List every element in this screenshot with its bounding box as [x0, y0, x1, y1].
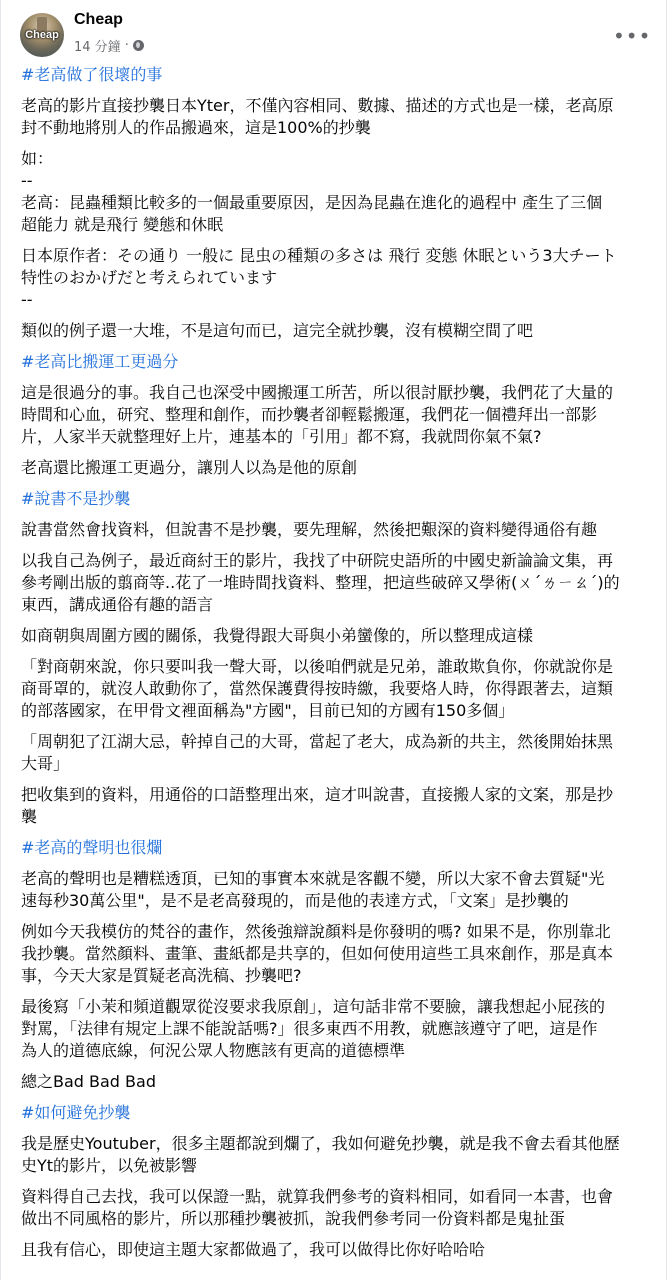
meta-separator: ·	[124, 38, 129, 53]
post-timestamp[interactable]: 14 分鐘	[74, 40, 121, 55]
paragraph-line: 封不動地將別人的作品搬過來，這是100%的抄襲	[21, 118, 371, 137]
hashtag-link[interactable]: #說書不是抄襲	[21, 489, 131, 508]
hashtag-link[interactable]: #老高比搬運工更過分	[21, 352, 179, 371]
paragraph-line: 「對商朝來說，你只要叫我一聲大哥，以後咱們就是兄弟，誰敢欺負你，你就說你是	[21, 657, 614, 676]
paragraph-line: 事，今天大家是質疑老高洗稿、抄襲吧?	[21, 966, 302, 985]
post-paragraph	[21, 550, 651, 616]
post-body	[21, 64, 651, 1270]
post-paragraph	[21, 457, 651, 479]
post-paragraph	[21, 320, 651, 342]
paragraph-line: 超能力 就是飛行 變態和休眠	[21, 215, 224, 234]
hashtag-paragraph	[21, 488, 651, 510]
post-paragraph	[21, 519, 651, 541]
hashtag-link[interactable]: #如何避免抄襲	[21, 1103, 131, 1122]
post-meta	[74, 36, 144, 55]
post-paragraph	[21, 625, 651, 647]
paragraph-line: 做出不同風格的影片，所以那種抄襲被抓，說我們參考同一份資料都是鬼扯蛋	[21, 1209, 566, 1228]
post-paragraph	[21, 148, 651, 236]
paragraph-line: 東西，講成通俗有趣的語言	[21, 595, 214, 614]
paragraph-line: 最後寫「小茉和頻道觀眾從沒要求我原創」，這句話非常不要臉，讓我想起小屁孩的	[21, 997, 606, 1016]
hashtag-paragraph	[21, 351, 651, 373]
post-paragraph	[21, 245, 651, 311]
paragraph-line: --	[21, 171, 33, 190]
paragraph-line: 我抄襲。當然顏料、畫筆、畫紙都是共享的，但如何使用這些工具來創作，那是真本	[21, 944, 614, 963]
paragraph-line: 以我自己為例子，最近商紂王的影片，我找了中研院史語所的中國史新論論文集，再	[21, 551, 614, 570]
post-paragraph	[21, 921, 651, 987]
paragraph-line: 的部落國家，在甲骨文裡面稱為"方國"，目前已知的方國有150多個」	[21, 701, 515, 720]
paragraph-line: 說書當然會找資料，但說書不是抄襲，要先理解，然後把艱深的資料變得通俗有趣	[21, 520, 598, 539]
paragraph-line: 例如今天我模仿的梵谷的畫作，然後強辯說顏料是你發明的嗎? 如果不是，你別靠北	[21, 922, 611, 941]
paragraph-line: 襲	[21, 807, 38, 826]
hashtag-paragraph	[21, 837, 651, 859]
paragraph-line: 「周朝犯了江湖大忌，幹掉自己的大哥，當起了老大，成為新的共主，然後開始抹黑	[21, 732, 614, 751]
paragraph-line: 如：	[21, 149, 54, 168]
paragraph-line: 特性のおかげだと考えられています	[21, 268, 278, 287]
paragraph-line: 我是歷史Youtuber，很多主題都說到爛了，我如何避免抄襲，就是我不會去看其他歷	[21, 1134, 620, 1153]
globe-icon	[133, 40, 144, 51]
paragraph-line: 老高：昆蟲種類比較多的一個最重要原因，是因為昆蟲在進化的過程中 產生了三個	[21, 193, 603, 212]
paragraph-line: 為人的道德底線，何況公眾人物應該有更高的道德標準	[21, 1041, 406, 1060]
author-name[interactable]: Cheap	[74, 11, 123, 28]
paragraph-line: 類似的例子還一大堆，不是這句而已，這完全就抄襲，沒有模糊空間了吧	[21, 321, 534, 340]
paragraph-line: 這是很過分的事。我自己也深受中國搬運工所苦，所以很討厭抄襲，我們花了大量的	[21, 383, 614, 402]
hashtag-paragraph	[21, 64, 651, 86]
paragraph-line: 參考剛出版的翦商等..花了一堆時間找資料、整理，把這些破碎又學術(ㄨˊㄌㄧㄠˊ)的	[21, 573, 620, 592]
post-paragraph	[21, 95, 651, 139]
paragraph-line: 且我有信心，即使這主題大家都做過了，我可以做得比你好哈哈哈	[21, 1240, 486, 1259]
paragraph-line: --	[21, 290, 33, 309]
avatar-logo-text: Cheap	[25, 29, 59, 41]
post-paragraph	[21, 784, 651, 828]
author-avatar[interactable]	[20, 13, 64, 57]
post-paragraph	[21, 656, 651, 722]
post-paragraph	[21, 996, 651, 1062]
paragraph-line: 把收集到的資料，用通俗的口語整理出來，這才叫說書，直接搬人家的文案，那是抄	[21, 785, 614, 804]
hashtag-link[interactable]: #老高的聲明也很爛	[21, 838, 163, 857]
paragraph-line: 如商朝與周圍方國的關係，我覺得跟大哥與小弟蠻像的，所以整理成這樣	[21, 626, 534, 645]
post-paragraph	[21, 1133, 651, 1177]
paragraph-line: 時間和心血，研究、整理和創作，而抄襲者卻輕鬆搬運，我們花一個禮拜出一部影	[21, 405, 598, 424]
paragraph-line: 對罵，「法律有規定上課不能說話嗎?」很多東西不用教，就應該遵守了吧，這是作	[21, 1019, 598, 1038]
post-paragraph	[21, 1186, 651, 1230]
paragraph-line: 大哥」	[21, 754, 70, 773]
post-paragraph	[21, 731, 651, 775]
post-paragraph	[21, 382, 651, 448]
paragraph-line: 片，人家半天就整理好上片，連基本的「引用」都不寫，我就問你氣不氣?	[21, 427, 542, 446]
paragraph-line: 商哥罩的，就沒人敢動你了，當然保護費得按時繳，我要烙人時，你得跟著去，這類	[21, 679, 614, 698]
post-paragraph	[21, 1239, 651, 1261]
hashtag-paragraph	[21, 1102, 651, 1124]
post-paragraph	[21, 1071, 651, 1093]
more-options-icon[interactable]: •••	[613, 24, 652, 48]
paragraph-line: 史Yt的影片，以免被影響	[21, 1156, 198, 1175]
paragraph-line: 老高的聲明也是糟糕透頂，已知的事實本來就是客觀不變，所以大家不會去質疑"光	[21, 869, 605, 888]
paragraph-line: 資料得自己去找，我可以保證一點，就算我們參考的資料相同，如看同一本書，也會	[21, 1187, 614, 1206]
paragraph-line: 總之Bad Bad Bad	[21, 1072, 156, 1091]
hashtag-link[interactable]: #老高做了很壞的事	[21, 65, 163, 84]
paragraph-line: 老高還比搬運工更過分，讓別人以為是他的原創	[21, 458, 358, 477]
paragraph-line: 速每秒30萬公里"，是不是老高發現的，而是他的表達方式，「文案」是抄襲的	[21, 891, 569, 910]
paragraph-line: 老高的影片直接抄襲日本Yter，不僅內容相同、數據、描述的方式也是一樣，老高原	[21, 96, 614, 115]
post-paragraph	[21, 868, 651, 912]
paragraph-line: 日本原作者：その通り 一般に 昆虫の種類の多さは 飛行 変態 休眠という3大チート	[21, 246, 617, 265]
